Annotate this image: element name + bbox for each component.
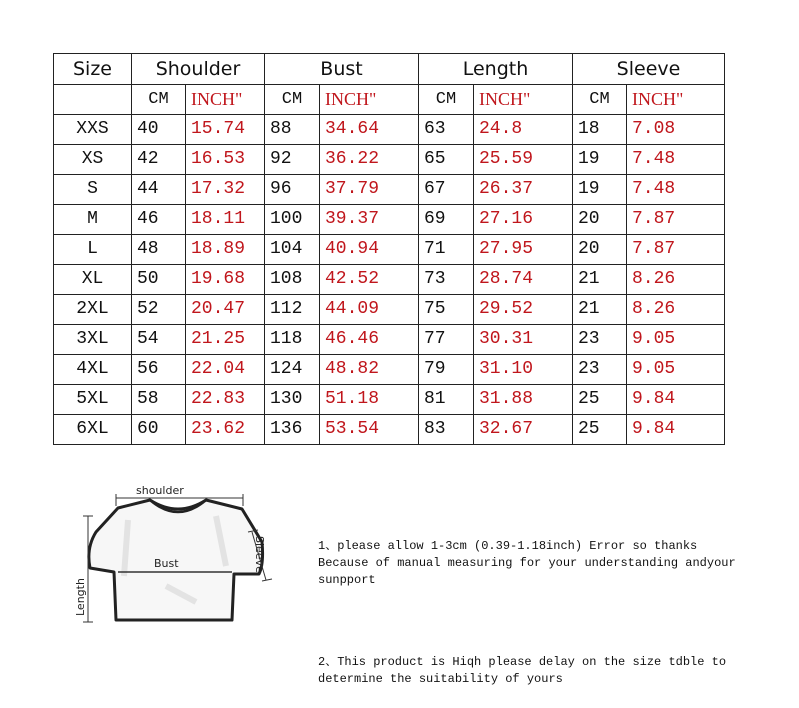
sleeve-cm-cell: 21	[573, 265, 627, 295]
shoulder-inch-cell: 21.25	[186, 325, 265, 355]
note2-line1: 2、This product is Hiqh please delay on the size tdble to	[318, 655, 727, 669]
sleeve-inch-cell: 9.84	[627, 385, 725, 415]
shoulder-cm-cell: 56	[132, 355, 186, 385]
shoulder-inch-cell: 15.74	[186, 115, 265, 145]
size-cell: S	[54, 175, 132, 205]
table-row	[54, 145, 725, 175]
sleeve-cm-cell: 19	[573, 175, 627, 205]
shoulder-inch-cell: 22.83	[186, 385, 265, 415]
unit-inch-sleeve: INCH"	[627, 85, 725, 115]
header-size: Size	[54, 54, 132, 85]
sleeve-inch-cell: 7.87	[627, 205, 725, 235]
shoulder-inch-cell: 18.11	[186, 205, 265, 235]
shoulder-inch-cell: 18.89	[186, 235, 265, 265]
bust-cm-cell: 104	[265, 235, 320, 265]
header-row	[54, 54, 725, 85]
bust-inch-cell: 37.79	[320, 175, 419, 205]
sleeve-inch-cell: 9.05	[627, 355, 725, 385]
bust-cm-cell: 124	[265, 355, 320, 385]
length-cm-cell: 65	[419, 145, 474, 175]
shoulder-cm-cell: 58	[132, 385, 186, 415]
sleeve-inch-cell: 9.05	[627, 325, 725, 355]
bust-cm-cell: 108	[265, 265, 320, 295]
note-measurement-error	[318, 538, 778, 589]
table-row	[54, 235, 725, 265]
note1-line3: sunpport	[318, 573, 376, 587]
bust-cm-cell: 88	[265, 115, 320, 145]
length-inch-cell: 27.95	[474, 235, 573, 265]
bust-cm-cell: 136	[265, 415, 320, 445]
length-cm-cell: 83	[419, 415, 474, 445]
size-cell: XS	[54, 145, 132, 175]
units-row	[54, 85, 725, 115]
bust-inch-cell: 36.22	[320, 145, 419, 175]
shoulder-cm-cell: 42	[132, 145, 186, 175]
sleeve-inch-cell: 8.26	[627, 295, 725, 325]
sleeve-cm-cell: 25	[573, 415, 627, 445]
length-cm-cell: 79	[419, 355, 474, 385]
sleeve-inch-cell: 7.48	[627, 175, 725, 205]
bust-inch-cell: 48.82	[320, 355, 419, 385]
shoulder-cm-cell: 54	[132, 325, 186, 355]
size-cell: 3XL	[54, 325, 132, 355]
length-cm-cell: 63	[419, 115, 474, 145]
shoulder-cm-cell: 46	[132, 205, 186, 235]
sleeve-cm-cell: 20	[573, 205, 627, 235]
table-row	[54, 355, 725, 385]
length-cm-cell: 77	[419, 325, 474, 355]
sleeve-inch-cell: 7.08	[627, 115, 725, 145]
unit-inch-bust: INCH"	[320, 85, 419, 115]
note1-line2: Because of manual measuring for your understanding andyour	[318, 556, 736, 570]
bust-inch-cell: 51.18	[320, 385, 419, 415]
bust-cm-cell: 112	[265, 295, 320, 325]
length-inch-cell: 25.59	[474, 145, 573, 175]
length-label: Length	[74, 578, 87, 616]
size-cell: 4XL	[54, 355, 132, 385]
header-sleeve: Sleeve	[573, 54, 725, 85]
length-inch-cell: 32.67	[474, 415, 573, 445]
sleeve-cm-cell: 23	[573, 355, 627, 385]
size-cell: 6XL	[54, 415, 132, 445]
sleeve-label: Sleeve	[253, 536, 266, 573]
length-inch-cell: 24.8	[474, 115, 573, 145]
header-length: Length	[419, 54, 573, 85]
shoulder-inch-cell: 16.53	[186, 145, 265, 175]
length-inch-cell: 27.16	[474, 205, 573, 235]
shoulder-cm-cell: 40	[132, 115, 186, 145]
length-inch-cell: 26.37	[474, 175, 573, 205]
shoulder-inch-cell: 22.04	[186, 355, 265, 385]
bust-inch-cell: 40.94	[320, 235, 419, 265]
length-cm-cell: 69	[419, 205, 474, 235]
shoulder-cm-cell: 50	[132, 265, 186, 295]
unit-inch-length: INCH"	[474, 85, 573, 115]
length-inch-cell: 31.88	[474, 385, 573, 415]
note-size-table	[318, 654, 778, 688]
bust-cm-cell: 118	[265, 325, 320, 355]
shoulder-inch-cell: 17.32	[186, 175, 265, 205]
size-chart-table	[53, 53, 725, 445]
table-row	[54, 385, 725, 415]
length-cm-cell: 67	[419, 175, 474, 205]
bust-cm-cell: 130	[265, 385, 320, 415]
length-cm-cell: 75	[419, 295, 474, 325]
shoulder-label: shoulder	[136, 484, 184, 497]
bust-inch-cell: 34.64	[320, 115, 419, 145]
shoulder-inch-cell: 20.47	[186, 295, 265, 325]
shoulder-cm-cell: 60	[132, 415, 186, 445]
length-cm-cell: 71	[419, 235, 474, 265]
size-cell: 2XL	[54, 295, 132, 325]
length-inch-cell: 28.74	[474, 265, 573, 295]
length-cm-cell: 81	[419, 385, 474, 415]
sleeve-cm-cell: 20	[573, 235, 627, 265]
table-row	[54, 205, 725, 235]
header-bust: Bust	[265, 54, 419, 85]
shoulder-inch-cell: 19.68	[186, 265, 265, 295]
sleeve-cm-cell: 19	[573, 145, 627, 175]
sleeve-inch-cell: 7.48	[627, 145, 725, 175]
length-inch-cell: 29.52	[474, 295, 573, 325]
table-row	[54, 295, 725, 325]
size-cell: XXS	[54, 115, 132, 145]
sleeve-cm-cell: 18	[573, 115, 627, 145]
table-row	[54, 415, 725, 445]
unit-cm-shoulder: CM	[132, 85, 186, 115]
unit-inch-shoulder: INCH"	[186, 85, 265, 115]
tshirt-measurement-diagram	[66, 476, 286, 628]
bust-cm-cell: 100	[265, 205, 320, 235]
size-cell: M	[54, 205, 132, 235]
sleeve-inch-cell: 7.87	[627, 235, 725, 265]
length-inch-cell: 31.10	[474, 355, 573, 385]
note1-line1: 1、please allow 1-3cm (0.39-1.18inch) Error so thanks	[318, 539, 698, 553]
bust-inch-cell: 39.37	[320, 205, 419, 235]
shoulder-cm-cell: 52	[132, 295, 186, 325]
shoulder-inch-cell: 23.62	[186, 415, 265, 445]
unit-cm-length: CM	[419, 85, 474, 115]
bust-cm-cell: 92	[265, 145, 320, 175]
bust-inch-cell: 42.52	[320, 265, 419, 295]
unit-cm-bust: CM	[265, 85, 320, 115]
header-shoulder: Shoulder	[132, 54, 265, 85]
units-blank-cell	[54, 85, 132, 115]
table-row	[54, 115, 725, 145]
size-cell: XL	[54, 265, 132, 295]
bust-label: Bust	[154, 557, 179, 570]
sleeve-inch-cell: 9.84	[627, 415, 725, 445]
shoulder-cm-cell: 44	[132, 175, 186, 205]
sleeve-cm-cell: 25	[573, 385, 627, 415]
table-row	[54, 175, 725, 205]
bust-inch-cell: 44.09	[320, 295, 419, 325]
shoulder-cm-cell: 48	[132, 235, 186, 265]
size-cell: L	[54, 235, 132, 265]
sleeve-inch-cell: 8.26	[627, 265, 725, 295]
bust-cm-cell: 96	[265, 175, 320, 205]
sleeve-cm-cell: 21	[573, 295, 627, 325]
sleeve-cm-cell: 23	[573, 325, 627, 355]
length-cm-cell: 73	[419, 265, 474, 295]
table-row	[54, 325, 725, 355]
note2-line2: determine the suitability of yours	[318, 672, 563, 686]
bust-inch-cell: 46.46	[320, 325, 419, 355]
size-cell: 5XL	[54, 385, 132, 415]
bust-inch-cell: 53.54	[320, 415, 419, 445]
unit-cm-sleeve: CM	[573, 85, 627, 115]
table-row	[54, 265, 725, 295]
length-inch-cell: 30.31	[474, 325, 573, 355]
